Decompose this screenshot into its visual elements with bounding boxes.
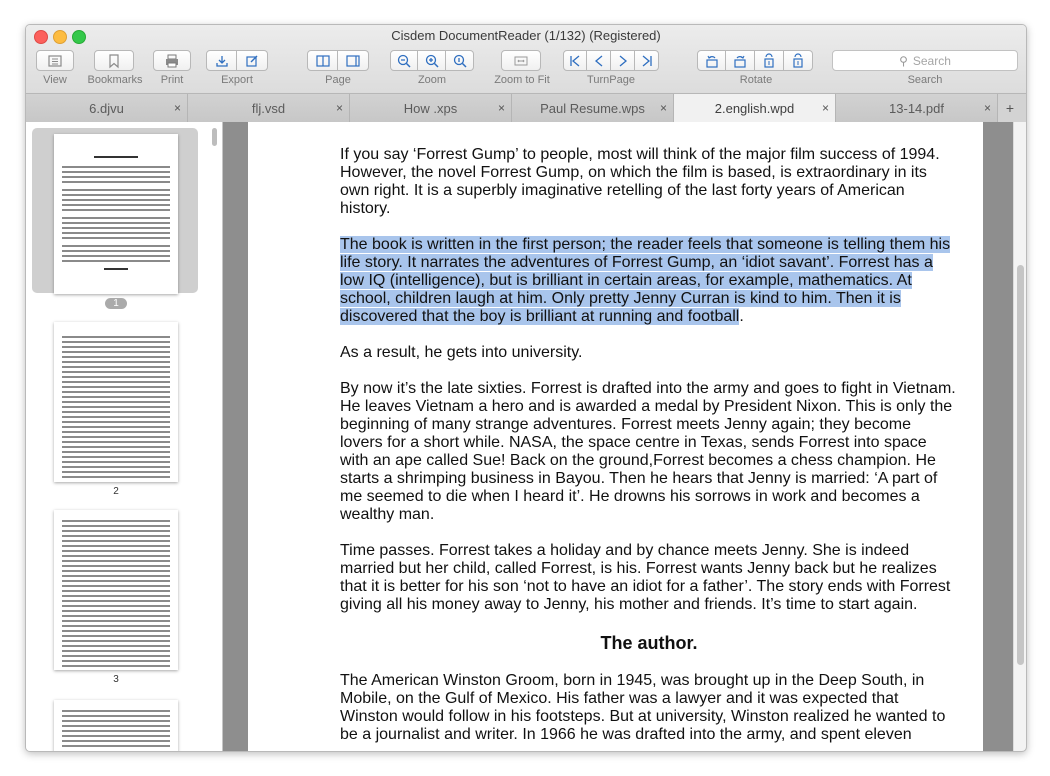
page-number-2: 2 — [113, 486, 119, 497]
tab-how-xps[interactable] — [350, 94, 512, 122]
zoom-in-icon — [424, 53, 440, 69]
tab-bar — [26, 93, 1026, 122]
bookmarks-group — [94, 50, 134, 71]
close-tab-icon[interactable]: × — [659, 101, 667, 115]
rotate-page-left-icon — [761, 53, 777, 69]
actual-size-button[interactable] — [446, 50, 474, 71]
print-group — [153, 50, 191, 71]
tab-2-english-wpd[interactable] — [674, 94, 836, 122]
tab-label: How .xps — [403, 100, 458, 116]
rotate-group — [697, 50, 813, 71]
bookmarks-label: Bookmarks — [87, 74, 143, 86]
single-page-button[interactable] — [307, 50, 338, 71]
tab-flj-vsd[interactable] — [188, 94, 350, 122]
rotate-page-right-icon — [790, 53, 806, 69]
edit-export-icon — [244, 53, 260, 69]
rotate-label: Rotate — [739, 74, 773, 86]
page-thumbnail-2[interactable] — [54, 322, 178, 482]
first-page-icon — [567, 53, 583, 69]
document-viewer[interactable] — [223, 122, 1026, 751]
document-page — [248, 122, 983, 751]
paragraph-3: As a result, he gets into university. — [340, 344, 583, 361]
close-tab-icon[interactable]: × — [497, 101, 505, 115]
first-page-button[interactable] — [563, 50, 587, 71]
paragraph-5: Time passes. Forrest takes a holiday and by chance meets Jenny. She is indeed married but her child, called Forrest, is his. Forrest wants Jenny back but he realizes that it is better for his son ‘not to have an idiot for a father’. The story ends with Forrest giving all his money away to Jenny, his mother and friends. It’s time to start again. — [340, 542, 951, 613]
bookmark-icon — [106, 53, 122, 69]
page-thumbnail-3[interactable] — [54, 510, 178, 670]
view-group — [36, 50, 74, 71]
zoom-to-fit-button[interactable] — [501, 50, 541, 71]
search-placeholder: Search — [912, 53, 951, 68]
previous-page-button[interactable] — [587, 50, 611, 71]
search-icon: ⚲ — [899, 53, 908, 68]
rotate-left-button[interactable] — [697, 50, 726, 71]
zoom-label: Zoom — [417, 74, 447, 86]
tab-label: 13-14.pdf — [889, 100, 944, 116]
paragraph-2-tail: . — [739, 308, 744, 325]
close-tab-icon[interactable]: × — [335, 101, 343, 115]
thumbnail-sidebar — [26, 122, 223, 751]
app-window — [25, 24, 1027, 752]
last-page-button[interactable] — [635, 50, 659, 71]
tab-label: flj.vsd — [251, 100, 286, 116]
zoom-in-button[interactable] — [418, 50, 446, 71]
tab-label: 6.djvu — [89, 100, 124, 116]
page-group — [307, 50, 369, 71]
zoom-group — [390, 50, 474, 71]
rotate-page-right-button[interactable] — [784, 50, 813, 71]
sidebar-layout-icon — [345, 53, 361, 69]
search-label: Search — [907, 74, 943, 86]
tab-13-14-pdf[interactable] — [836, 94, 998, 122]
search-field[interactable] — [832, 50, 1018, 71]
page-layout-button[interactable] — [338, 50, 369, 71]
zoom-out-icon — [396, 53, 412, 69]
selected-text[interactable]: The book is written in the first person; the reader feels that someone is telling them his life story. It narrates the adventures of Forrest Gump, an ‘idiot savant’. Forrest has a low IQ (intelligence), but is brilliant in certain areas, for example, mathematics. At school, children laugh at him. Only pretty Jenny Curran is kind to him. Then it is discovered that the boy is brilliant at running and football — [340, 236, 951, 325]
zoom-to-fit-label: Zoom to Fit — [494, 74, 550, 86]
viewer-scrollbar-thumb[interactable] — [1017, 265, 1024, 665]
tab-paul-resume-wps[interactable] — [512, 94, 674, 122]
page-content — [340, 146, 958, 751]
rotate-left-icon — [704, 53, 720, 69]
download-icon — [214, 53, 230, 69]
sidebar-scrollbar[interactable] — [212, 128, 217, 146]
rotate-right-button[interactable] — [726, 50, 755, 71]
view-label: View — [43, 74, 67, 86]
print-label: Print — [160, 74, 184, 86]
export-button[interactable] — [206, 50, 237, 71]
page-thumbnail-4[interactable] — [54, 700, 178, 752]
tab-6-djvu[interactable] — [26, 94, 188, 122]
page-thumbnail-1[interactable] — [54, 134, 178, 294]
section-heading: The author. — [600, 633, 698, 653]
zoom-out-button[interactable] — [390, 50, 418, 71]
view-icon — [47, 53, 63, 69]
printer-icon — [164, 53, 180, 69]
chevron-right-icon — [615, 53, 631, 69]
paragraph-4: By now it’s the late sixties. Forrest is drafted into the army and goes to fight in Vietnam. He leaves Vietnam a hero and is awarded a medal by President Nixon. This is only the beginning of many strange adventures. Forrest meets Jenny again; they become lovers for a short while. NASA, the space centre in Texas, sends Forrest into space with an ape called Sue! Back on the ground,Forrest becomes a chess champion. He starts a shrimping business in Bayou. Then he hears that Jenny is married: ‘A part of me seemed to die when I heard it’. He drowns his sorrows in work and becomes a wealthy man. — [340, 380, 956, 523]
export-edit-button[interactable] — [237, 50, 268, 71]
view-button[interactable] — [36, 50, 74, 71]
export-label: Export — [221, 74, 253, 86]
bookmarks-button[interactable] — [94, 50, 134, 71]
paragraph-2 — [340, 236, 958, 326]
turnpage-label: TurnPage — [587, 74, 635, 86]
zoom-fit-group — [501, 50, 541, 71]
next-page-button[interactable] — [611, 50, 635, 71]
close-tab-icon[interactable]: × — [983, 101, 991, 115]
turnpage-group — [563, 50, 659, 71]
actual-size-icon — [452, 53, 468, 69]
close-tab-icon[interactable]: × — [821, 101, 829, 115]
page-label: Page — [325, 74, 351, 86]
two-column-icon — [315, 53, 331, 69]
print-button[interactable] — [153, 50, 191, 71]
new-tab-button[interactable]: + — [1005, 100, 1015, 116]
export-group — [206, 50, 268, 71]
chevron-left-icon — [591, 53, 607, 69]
close-tab-icon[interactable]: × — [173, 101, 181, 115]
paragraph-1: If you say ‘Forrest Gump’ to people, most will think of the major film success of 1994. However, the novel Forrest Gump, on which the film is based, is extraordinary in its own right. It is a superbly imaginative retelling of the last forty years of American history. — [340, 146, 940, 217]
tab-label: 2.english.wpd — [714, 100, 795, 116]
page-number-1: 1 — [105, 298, 127, 309]
paragraph-6: The American Winston Groom, born in 1945, was brought up in the Deep South, in Mobile, on the Gulf of Mexico. His father was a lawyer and it was expected that Winston would follow in his footsteps. But at university, Winston realized he wanted to be a journalist and writer. In 1966 he was drafted into the army, and spent eleven — [340, 672, 946, 743]
page-number-3: 3 — [113, 674, 119, 685]
rotate-right-icon — [732, 53, 748, 69]
fit-icon — [513, 53, 529, 69]
tab-label: Paul Resume.wps — [540, 100, 645, 116]
titlebar — [26, 25, 1026, 122]
rotate-page-left-button[interactable] — [755, 50, 784, 71]
window-title: Cisdem DocumentReader (1/132) (Registered) — [391, 28, 661, 43]
last-page-icon — [639, 53, 655, 69]
